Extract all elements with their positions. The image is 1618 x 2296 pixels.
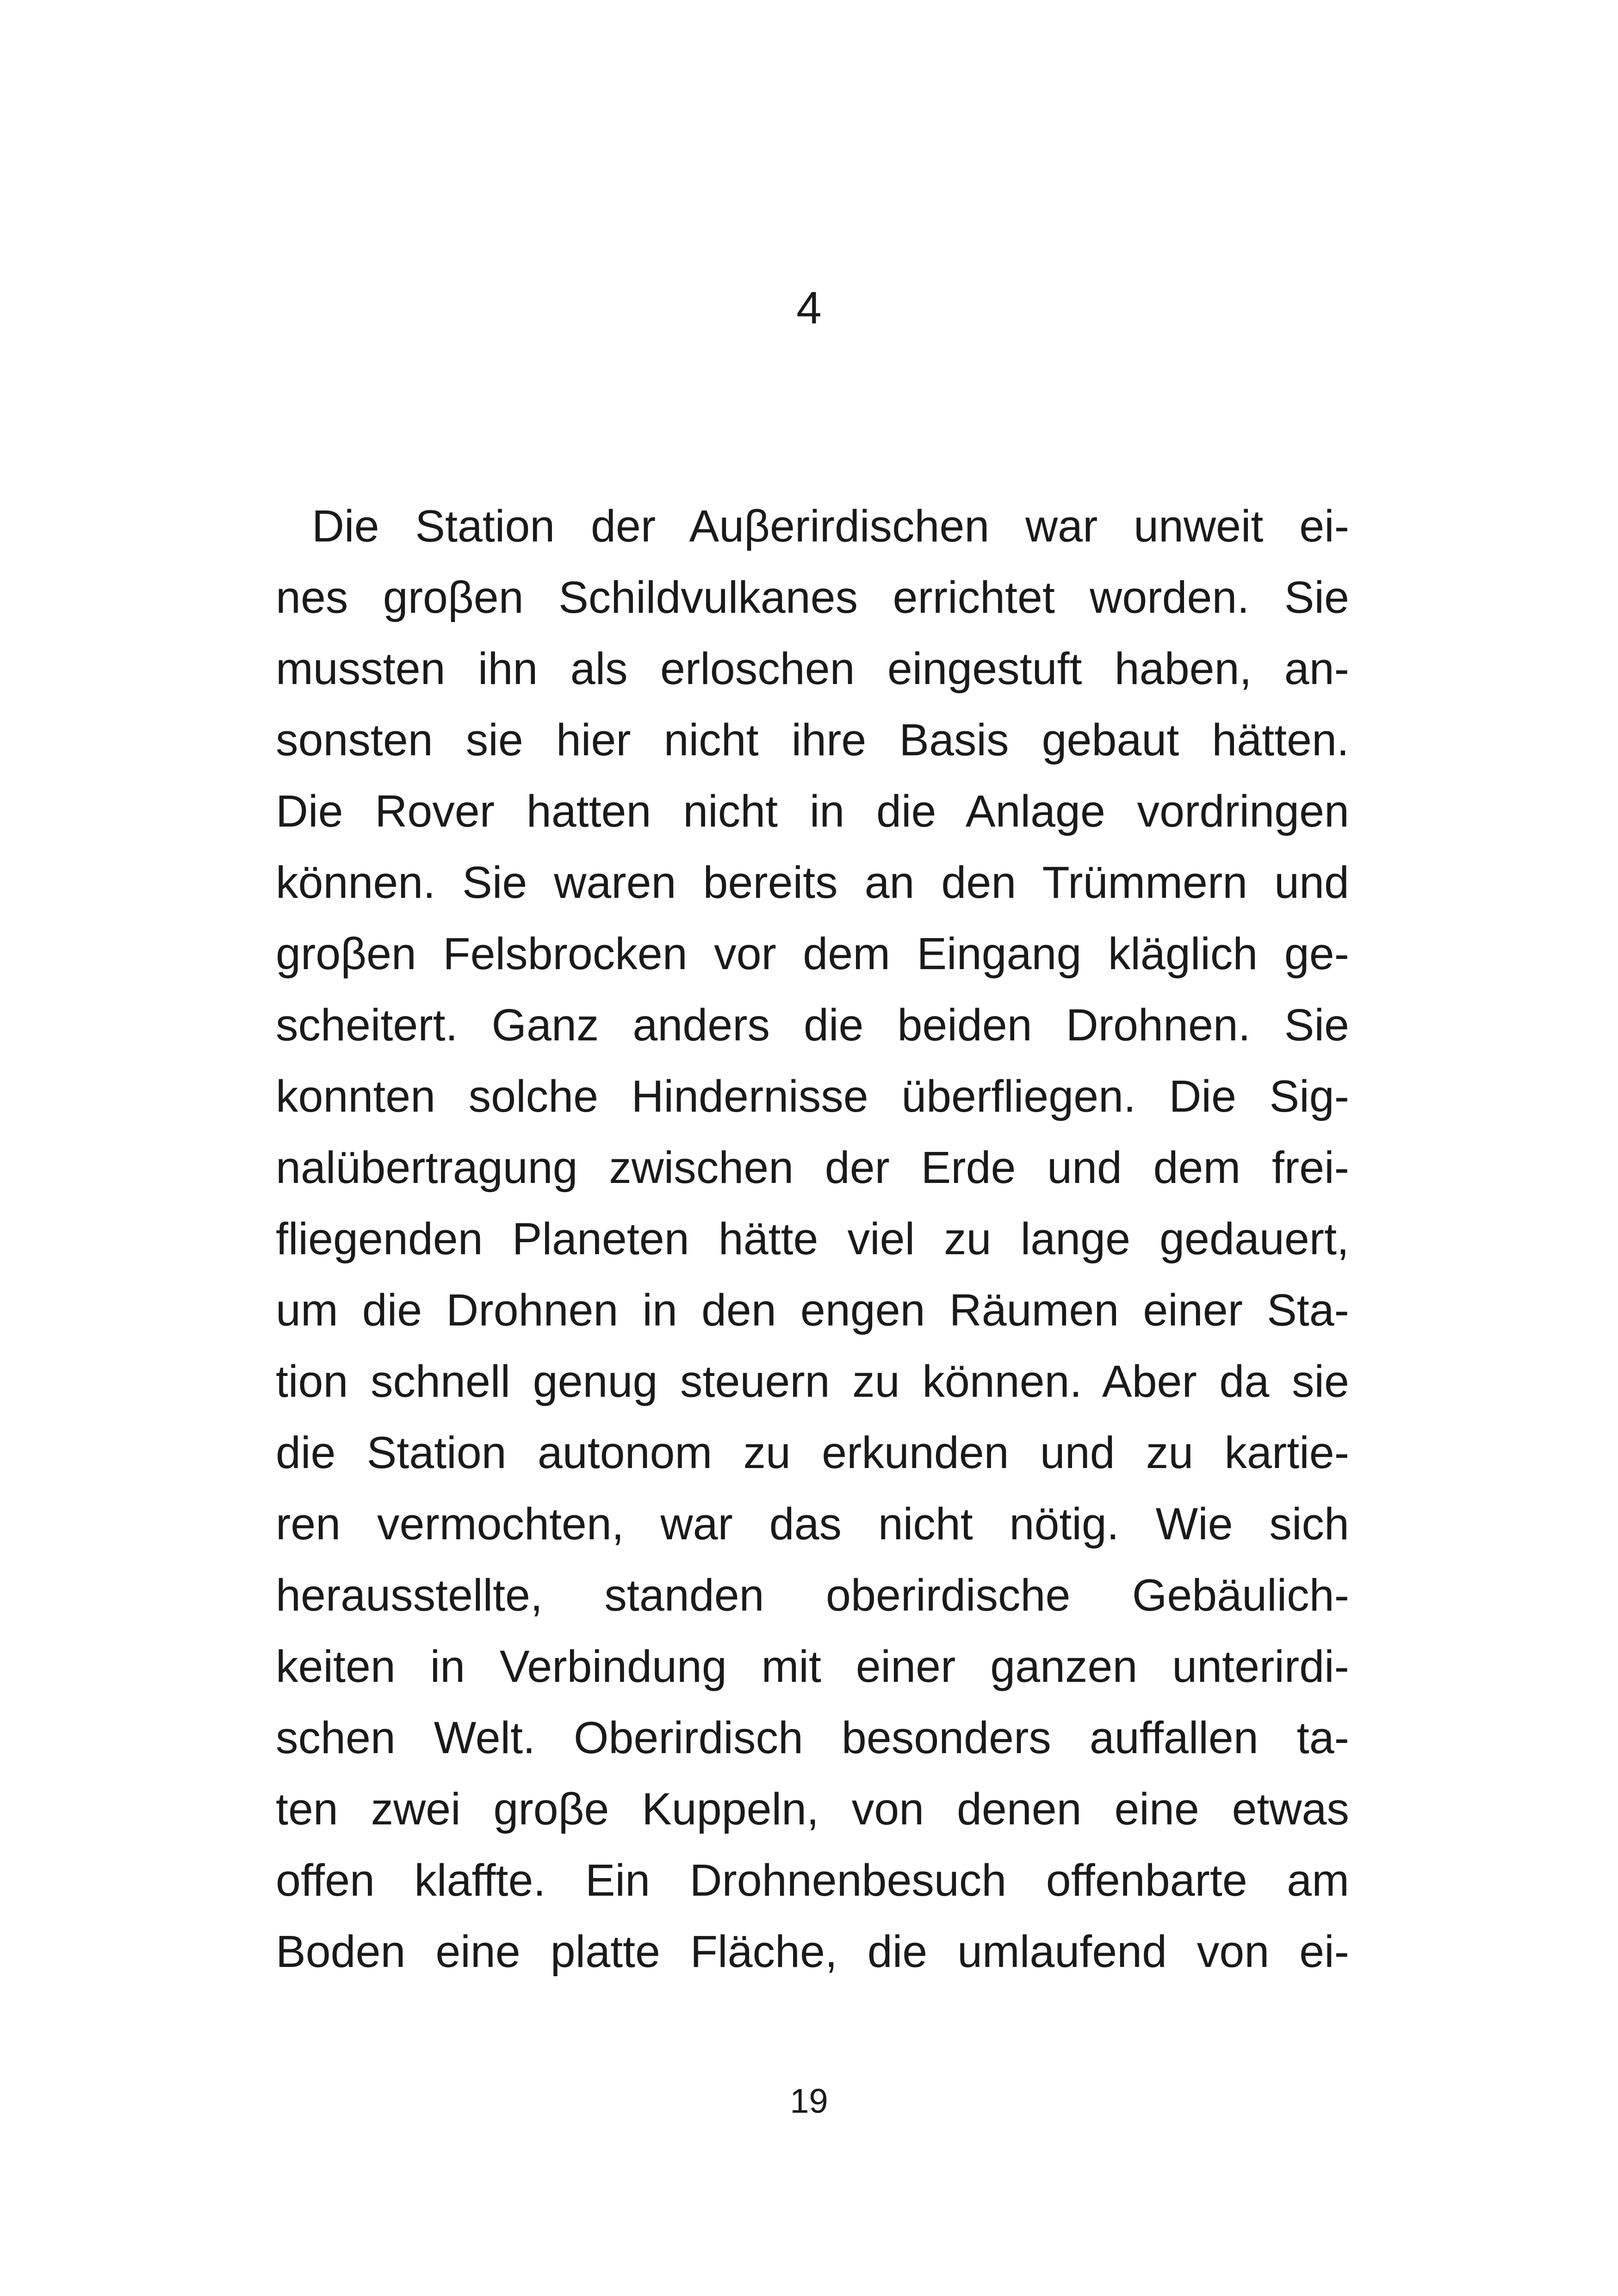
text-line: groβen Felsbrocken vor dem Eingang kläglich ge- [276,928,1349,979]
page-number: 19 [790,2082,828,2120]
text-line: scheitert. Ganz anders die beiden Drohnen. Sie [276,1000,1349,1050]
text-line: nes groβen Schildvulkanes errichtet worden. Sie [276,572,1349,622]
text-line: offen klaffte. Ein Drohnenbesuch offenbarte am [276,1855,1349,1905]
text-line: herausstellte, standen oberirdische Gebäulich- [276,1570,1349,1620]
text-line: tion schnell genug steuern zu können. Aber da sie [276,1356,1349,1406]
text-line: ren vermochten, war das nicht nötig. Wie sich [276,1499,1349,1549]
text-line: ten zwei groβe Kuppeln, von denen eine etwas [276,1784,1349,1834]
text-line: die Station autonom zu erkunden und zu kartie- [276,1427,1349,1478]
text-line: sonsten sie hier nicht ihre Basis gebaut hätten. [276,715,1349,765]
text-line: konnten solche Hindernisse überfliegen. Die Sig- [276,1071,1349,1121]
text-line: können. Sie waren bereits an den Trümmern und [276,857,1349,908]
text-line: mussten ihn als erloschen eingestuft haben, an- [276,643,1349,694]
text-line: Boden eine platte Fläche, die umlaufend von ei- [276,1926,1349,1977]
chapter-number: 4 [796,282,822,333]
text-line: schen Welt. Oberirdisch besonders auffallen ta- [276,1712,1349,1763]
text-line: Die Rover hatten nicht in die Anlage vordringen [276,786,1349,836]
text-line: nalübertragung zwischen der Erde und dem frei- [276,1142,1349,1193]
text-line: fliegenden Planeten hätte viel zu lange gedauert, [276,1213,1349,1264]
text-line: Die Station der Auβerirdischen war unweit ei- [312,501,1349,551]
text-line: um die Drohnen in den engen Räumen einer Sta- [276,1285,1349,1335]
text-line: keiten in Verbindung mit einer ganzen unterirdi- [276,1641,1349,1692]
body-text [276,491,1349,1987]
